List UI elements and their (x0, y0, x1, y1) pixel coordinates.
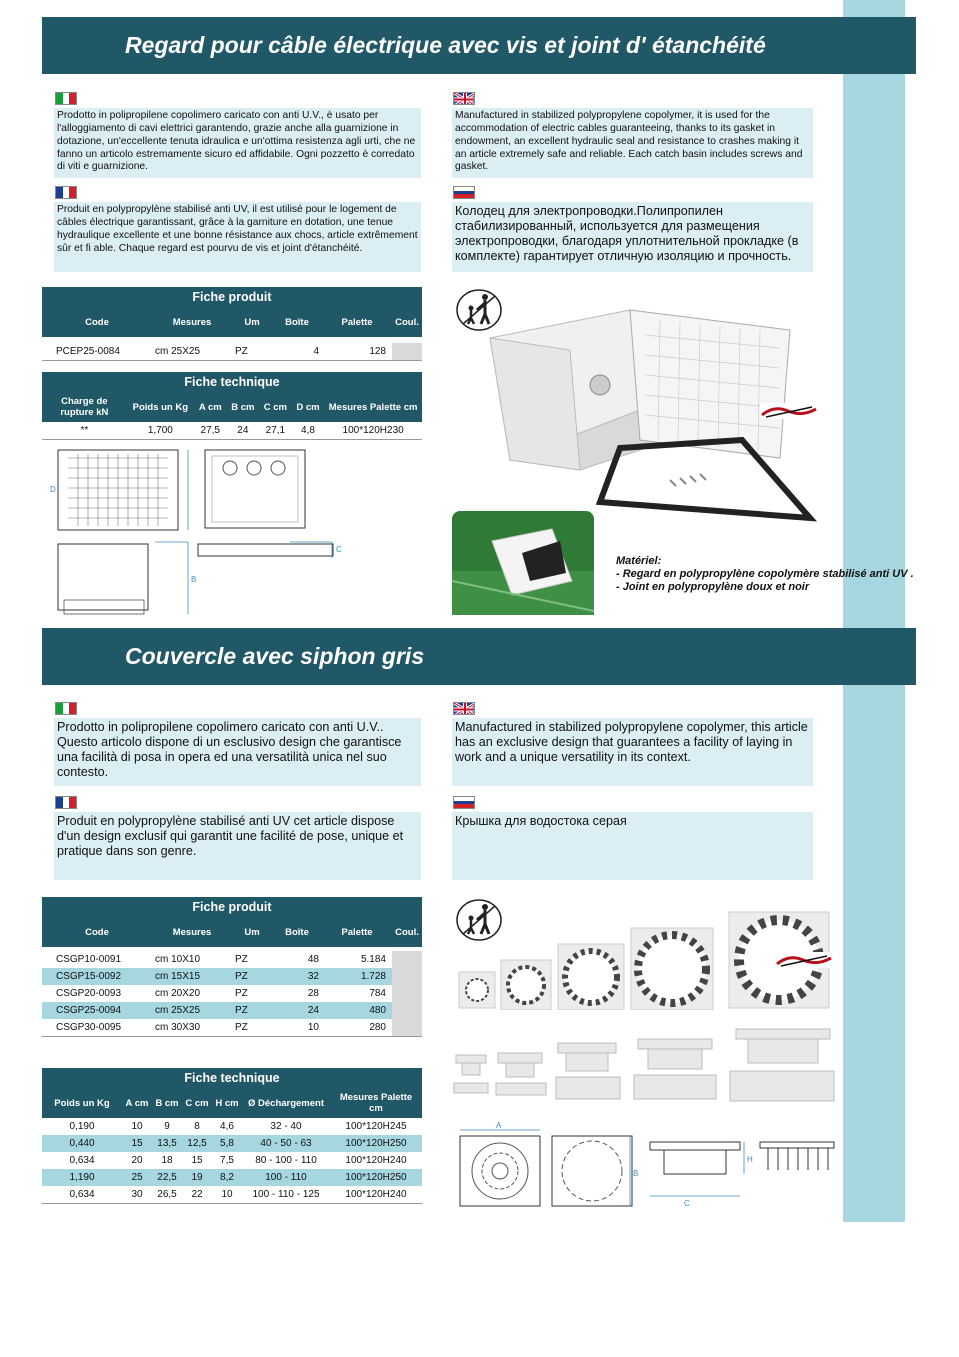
material-note (616, 555, 914, 595)
col-header: C cm (185, 1097, 209, 1109)
section2-title: Couvercle avec siphon gris (125, 643, 425, 669)
table-title: Fiche technique (42, 1068, 422, 1088)
flag-uk-icon (453, 702, 475, 715)
drawing-label-h: H (747, 1155, 753, 1164)
brand-logo-icon (775, 952, 833, 968)
col-header: Coul. (395, 926, 419, 938)
material-line: - Joint en polypropylène doux et noir (616, 581, 810, 594)
table-row: 0,190 10 9 8 4,6 32 - 40 100*120H245 (69, 1121, 407, 1132)
table-row: ** 1,700 27,5 24 27,1 4,8 100*120H230 (42, 422, 422, 439)
drawing-label-c: C (336, 545, 342, 554)
col-header: Palette (341, 316, 373, 328)
brand-logo-icon (760, 403, 818, 419)
table-title: Fiche produit (42, 287, 422, 307)
grate-technical-drawing (456, 1120, 836, 1210)
col-header: B cm (231, 401, 255, 413)
table-row: PCEP25-0084 cm 25X25 PZ 4 128 (42, 343, 422, 360)
table-row: 0,634 30 26,5 22 10 100 - 110 - 125 100*120H240 (42, 1186, 422, 1203)
section1-fiche-technique (42, 372, 422, 440)
grate-side-views (452, 1025, 836, 1105)
section1-title: Regard pour câble électrique avec vis et joint d' étanchéité (125, 32, 766, 58)
table-row: 0,440 15 13,5 12,5 5,8 40 - 50 - 63 100*120H250 (42, 1135, 422, 1152)
flag-france-icon (55, 796, 77, 809)
table-row: 1,190 25 22,5 19 8,2 100 - 110 100*120H250 (42, 1169, 422, 1186)
col-header: Coul. (395, 316, 419, 328)
col-header: Code (85, 316, 109, 328)
col-header: Code (85, 926, 109, 938)
col-header: A cm (125, 1097, 149, 1109)
col-header: Charge de rupture kN (60, 396, 109, 418)
table-row: CSGP30-0095 cm 30X30 PZ 10 280 (42, 1019, 422, 1036)
section1-banner (42, 17, 916, 74)
section1-text-ru: Колодец для электропроводки.Полипропилен стабилизированный, используется для размещения электропроводки, благодаря уплотнительной прокладке (в комплекте) гарантирует отличную изоляцию и прочность. (452, 202, 813, 272)
col-header: A cm (198, 401, 222, 413)
col-header: B cm (155, 1097, 179, 1109)
table-row: CSGP10-0091 cm 10X10 PZ 48 5.184 (42, 951, 422, 968)
drawing-label-d: D (50, 485, 56, 494)
col-header: Ø Déchargement (247, 1097, 325, 1109)
page-sidebar (843, 0, 905, 1222)
section2-text-ru: Крышка для водостока серая (452, 812, 813, 880)
col-header: Um (244, 316, 260, 328)
col-header: Boîte (285, 926, 309, 938)
col-header: Um (244, 926, 260, 938)
table-title: Fiche produit (42, 897, 422, 917)
table-row: 0,634 20 18 15 7,5 80 - 100 - 110 100*120H240 (69, 1155, 407, 1166)
col-header: Mesures Palette cm (328, 401, 418, 413)
col-header: Mesures Palette cm (339, 1092, 413, 1114)
col-header: Poids un Kg (132, 401, 189, 413)
col-header: Mesures (172, 316, 212, 328)
section2-text-fr: Produit en polypropylène stabilisé anti UV cet article dispose d'un design exclusif qui garantit une facilité de pose, unique et pratique dans son genre. (54, 812, 421, 880)
col-header: H cm (215, 1097, 239, 1109)
section2-text-it: Prodotto in polipropilene copolimero caricato con anti U.V.. Questo articolo dispone di un esclusivo design che garantisce una facilità di posa in opera ed una versatilità unica nel suo contesto. (54, 718, 421, 786)
drawing-label-a: A (496, 1121, 502, 1130)
section1-fiche-produit (42, 287, 422, 361)
col-header: D cm (296, 401, 320, 413)
table-title: Fiche technique (42, 372, 422, 392)
drawing-label-b: B (191, 575, 197, 584)
flag-france-icon (55, 186, 77, 199)
table-row: CSGP20-0093 cm 20X20 PZ 28 784 (42, 985, 422, 1002)
section1-text-fr: Produit en polypropylène stabilisé anti UV, il est utilisé pour le logement de câbles électrique garantissant, grâce à la garniture en dotation, une tenue hydraulique excellente et une bonne résistance aux chocs, article extrêmement sûr et fi able. Chaque regard est pourvu de vis et joint d'étanchéité. (54, 202, 421, 272)
section1-text-en: Manufactured in stabilized polypropylene copolymer, it is used for the accommodation of electric cables guaranteeing, thanks to its gasket in endowment, an excellent hydraulic seal and resistance to crashes making it an article extremely safe and reliable. Each catch basin includes screws and gasket. (452, 108, 813, 178)
flag-italy-icon (55, 702, 77, 715)
table-row: CSGP15-0092 cm 15X15 PZ 32 1.728 (42, 968, 422, 985)
col-header: Mesures (172, 926, 212, 938)
table-row: CSGP25-0094 cm 25X25 PZ 24 480 (42, 1002, 422, 1019)
col-header: Poids un Kg (54, 1097, 110, 1109)
section2-banner (42, 628, 916, 685)
section2-fiche-technique (42, 1068, 422, 1204)
grate-10 (459, 972, 495, 1008)
material-line: - Regard en polypropylène copolymère stabilisé anti UV . (616, 568, 914, 581)
col-header: Boîte (285, 316, 309, 328)
material-label: Matériel: (616, 555, 662, 567)
drawing-label-b: B (633, 1169, 639, 1178)
section2-text-en: Manufactured in stabilized polypropylene copolymer, this article has an exclusive design that guarantees a facility of laying in work and a unique versatility in its context. (452, 718, 813, 786)
section2-fiche-produit (42, 897, 422, 1037)
flag-uk-icon (453, 92, 475, 105)
grate-20 (558, 944, 624, 1010)
drawing-label-c: C (684, 1199, 690, 1208)
col-header: Palette (341, 926, 373, 938)
flag-russia-icon (453, 796, 475, 809)
grate-15 (501, 960, 551, 1010)
installed-box-photo (452, 511, 594, 615)
flag-russia-icon (453, 186, 475, 199)
col-header: C cm (263, 401, 287, 413)
section1-text-it: Prodotto in polipropilene copolimero caricato con anti U.V., è usato per l'alloggiamento di cavi elettrici garantendo, grazie anche alla guarnizione in dotazione, un'eccellente tenuta idraulica e un'ottima resistenza agli urti, che ne fanno un articolo estremamente sicuro ed affidabile. Ogni pozzetto è corredato di viti e guarnizione. (54, 108, 421, 178)
section1-technical-drawing (50, 446, 350, 618)
grate-25 (631, 928, 713, 1010)
flag-italy-icon (55, 92, 77, 105)
